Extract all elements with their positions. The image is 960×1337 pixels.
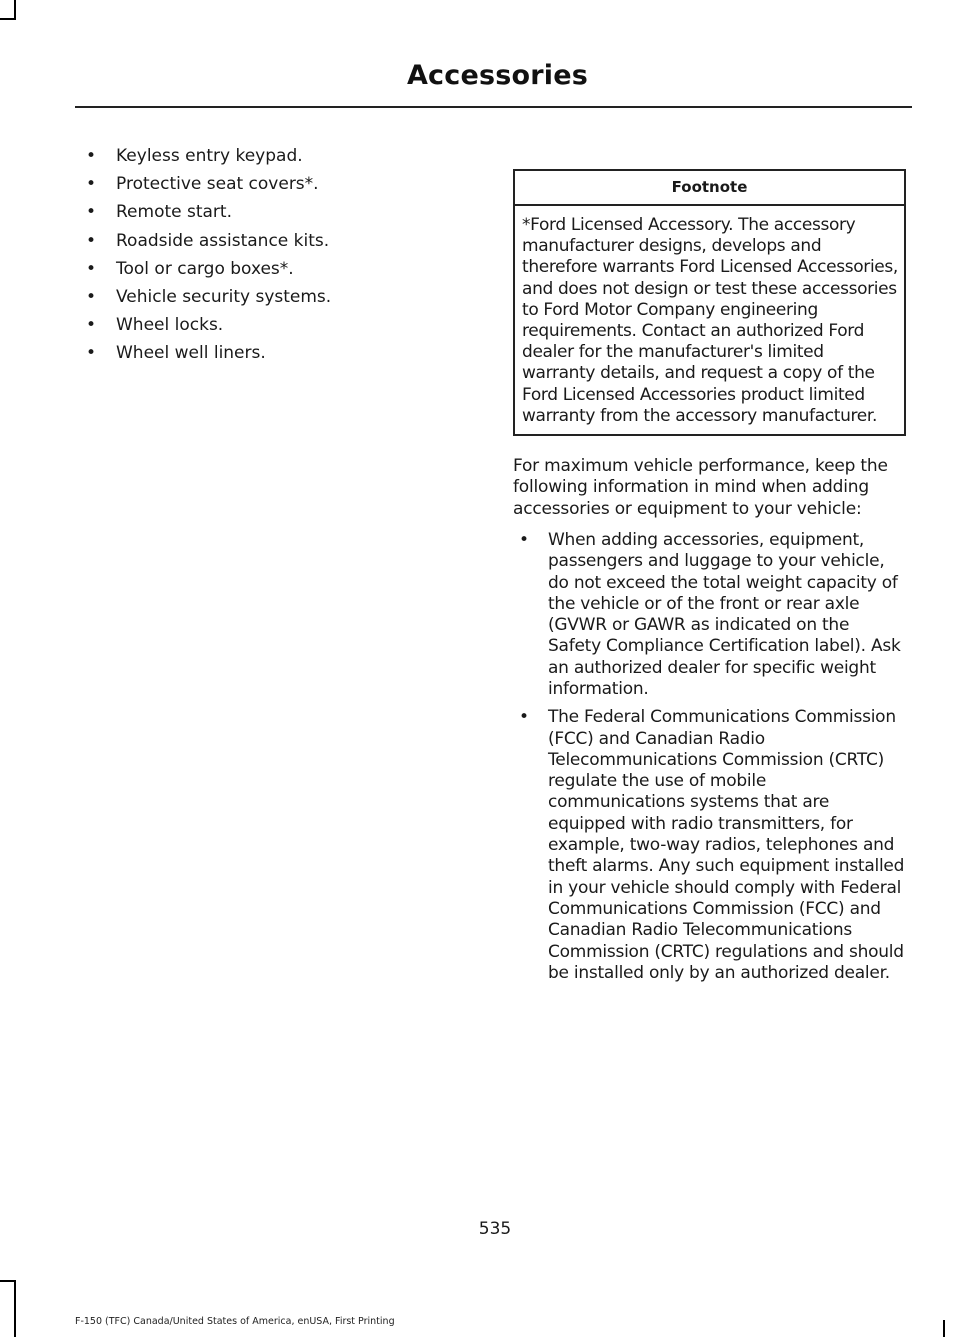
crop-mark-top-left-horizontal <box>0 18 16 20</box>
crop-mark-bottom-right-vertical <box>943 1320 945 1337</box>
list-item <box>72 315 452 336</box>
bullet-icon: • <box>86 286 97 307</box>
header-divider <box>75 106 912 108</box>
bullet-icon: • <box>86 146 97 166</box>
bullet-icon: • <box>86 202 97 223</box>
footnote-table <box>513 169 906 436</box>
footnote-heading: Footnote <box>515 171 904 206</box>
list-item-text: Protective seat covers*. <box>116 174 319 195</box>
list-item-text: Remote start. <box>116 202 232 223</box>
intro-paragraph: For maximum vehicle performance, keep the following information in mind when adding accessories or equipment to your vehicle: <box>513 456 888 519</box>
bullet-icon: • <box>86 174 97 195</box>
edition-footer: F-150 (TFC) Canada/United States of America, enUSA, First Printing <box>75 1316 395 1327</box>
list-item <box>72 146 452 167</box>
bullet-icon: • <box>86 343 97 364</box>
crop-mark-top-left-vertical <box>14 0 16 18</box>
footnote-text: *Ford Licensed Accessory. The accessory manufacturer designs, develops and therefore warrants Ford Licensed Accessories, and does not design or test these accessories to Ford Motor Company engineering requirements. Contact an authorized Ford dealer for the manufacturer's limited warranty details, and request a copy of the Ford Licensed Accessories product limited warranty from the accessory manufacturer. <box>522 215 898 426</box>
bullet-icon: • <box>86 315 97 336</box>
list-item-text: Wheel locks. <box>116 315 224 336</box>
list-item-text: Vehicle security systems. <box>116 286 332 307</box>
list-item <box>513 707 906 984</box>
accessory-list <box>72 146 452 364</box>
list-item-text: Tool or cargo boxes*. <box>116 258 294 279</box>
crop-mark-bottom-left-vertical <box>14 1280 16 1337</box>
list-item <box>513 530 906 700</box>
bullet-icon: • <box>86 258 97 279</box>
list-item <box>72 174 452 195</box>
page-number: 535 <box>478 1219 512 1239</box>
bullet-icon: • <box>519 707 529 728</box>
list-item-text: Roadside assistance kits. <box>116 230 330 251</box>
list-item-text: When adding accessories, equipment, passengers and luggage to your vehicle, do not exceed the total weight capacity of the vehicle or of the front or rear axle (GVWR or GAWR as indicated on the Safety Compliance Certification label). Ask an authorized dealer for specific weight information. <box>548 529 901 699</box>
bullet-icon: • <box>86 230 97 251</box>
bullet-icon: • <box>519 529 529 550</box>
guidance-list <box>513 530 906 984</box>
list-item <box>72 343 452 364</box>
crop-mark-bottom-left-horizontal <box>0 1280 16 1282</box>
right-column <box>513 169 906 991</box>
list-item <box>72 287 452 308</box>
page-title: Accessories <box>406 60 588 91</box>
list-item <box>72 202 452 223</box>
list-item-text: The Federal Communications Commission (FCC) and Canadian Radio Telecommunications Commission (CRTC) regulate the use of mobile communications systems that are equipped with radio transmitters, for example, two-way radios, telephones and theft alarms. Any such equipment installed in your vehicle should comply with Federal Communications Commission (FCC) and Canadian Radio Telecommunications Commission (CRTC) regulations and should be installed only by an authorized dealer. <box>548 707 905 983</box>
list-item-text: Wheel well liners. <box>116 343 266 364</box>
left-column <box>72 146 452 372</box>
list-item <box>72 259 452 280</box>
list-item <box>72 231 452 252</box>
list-item-text: Keyless entry keypad. <box>116 146 303 166</box>
